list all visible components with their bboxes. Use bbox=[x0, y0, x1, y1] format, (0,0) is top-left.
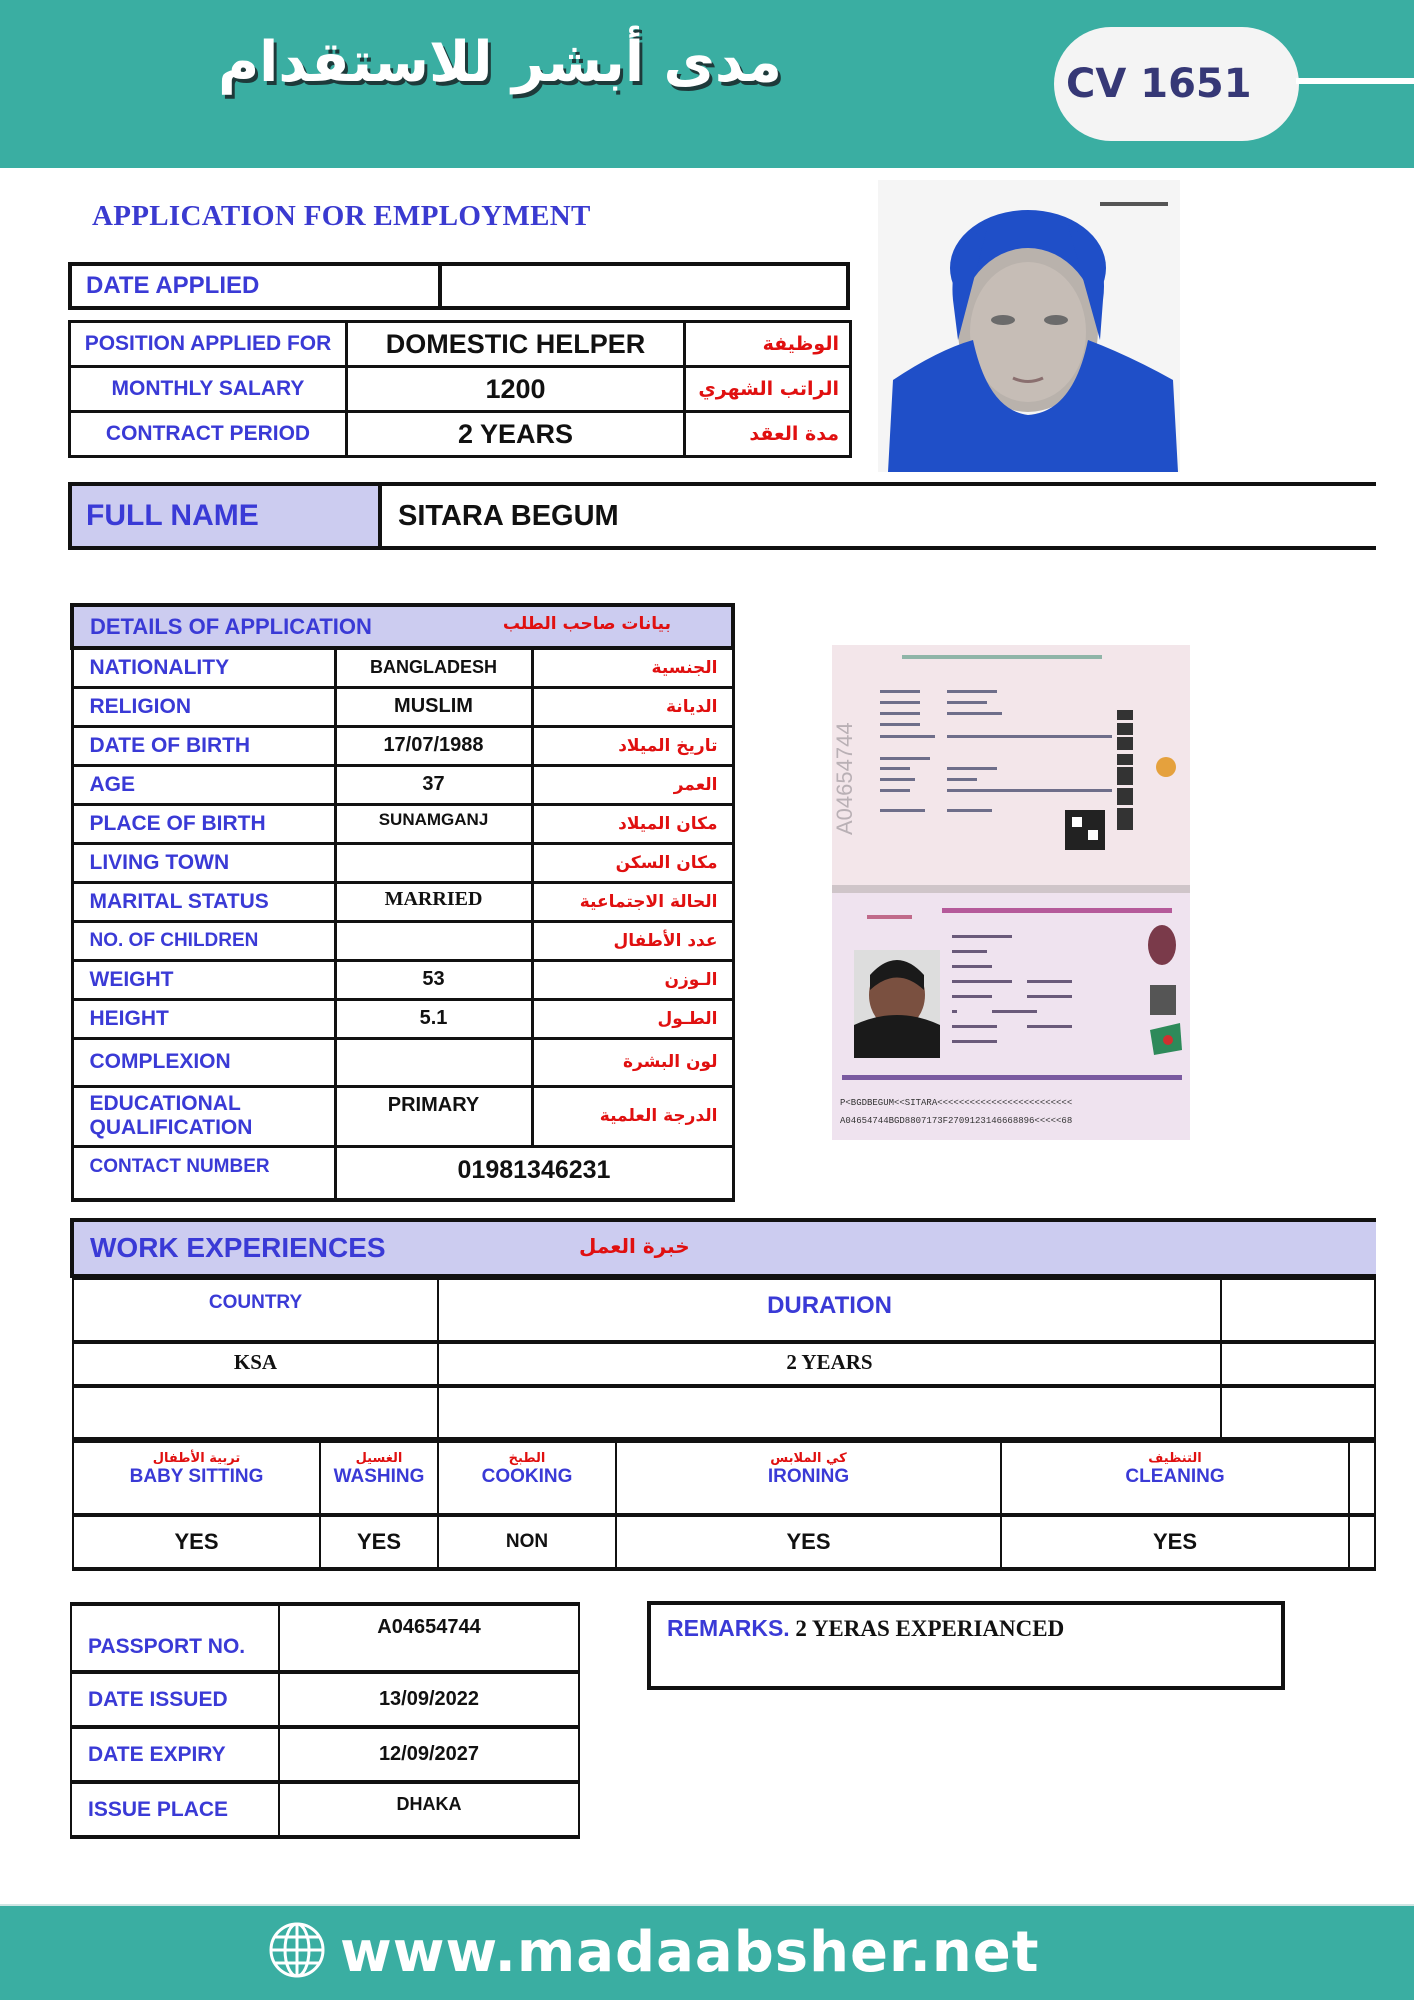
date-expiry-value: 12/09/2027 bbox=[279, 1727, 579, 1782]
work-duration: 2 YEARS bbox=[438, 1342, 1221, 1386]
salary-value: 1200 bbox=[347, 367, 685, 412]
detail-label: EDUCATIONAL QUALIFICATION bbox=[72, 1086, 335, 1146]
detail-label: RELIGION bbox=[72, 687, 335, 726]
position-label-ar: الوظيفة bbox=[685, 322, 851, 367]
detail-label-ar: الطـول bbox=[532, 999, 733, 1038]
work-extra bbox=[1221, 1386, 1375, 1442]
detail-label: MARITAL STATUS bbox=[72, 882, 335, 921]
work-country bbox=[73, 1386, 438, 1442]
full-name-table bbox=[68, 482, 1376, 550]
work-history-row bbox=[73, 1342, 1375, 1386]
work-experience-title-ar: خبرة العمل bbox=[579, 1234, 690, 1258]
detail-label-ar: الـوزن bbox=[532, 960, 733, 999]
detail-value: 53 bbox=[335, 960, 532, 999]
skill-label-ar: الطبخ bbox=[508, 1451, 546, 1466]
skill-label: CLEANING bbox=[1125, 1466, 1225, 1487]
work-duration bbox=[438, 1386, 1221, 1442]
passport-scan bbox=[832, 645, 1190, 1140]
cv-number-badge bbox=[1054, 27, 1299, 141]
cv-number: CV 1651 bbox=[1066, 61, 1252, 107]
skill-cooking-header bbox=[438, 1439, 616, 1515]
work-history-table bbox=[72, 1276, 1376, 1443]
date-issued-value: 13/09/2022 bbox=[279, 1672, 579, 1727]
detail-value: MARRIED bbox=[335, 882, 532, 921]
footer-banner bbox=[0, 1904, 1414, 2000]
work-experience-title: WORK EXPERIENCES bbox=[90, 1232, 386, 1263]
detail-label-ar: مكان الميلاد bbox=[532, 804, 733, 843]
skill-label: BABY SITTING bbox=[129, 1466, 264, 1487]
salary-label: MONTHLY SALARY bbox=[70, 367, 347, 412]
work-extra bbox=[1221, 1342, 1375, 1386]
skills-table bbox=[72, 1437, 1376, 1571]
svg-text:A04654744BGD8807173F2709123146: A04654744BGD8807173F2709123146668896<<<<<68 bbox=[840, 1116, 1073, 1126]
svg-text:A04654744: A04654744 bbox=[832, 722, 857, 835]
date-applied-value bbox=[440, 264, 848, 308]
details-header bbox=[72, 605, 733, 648]
detail-value: 37 bbox=[335, 765, 532, 804]
detail-label-ar: مكان السكن bbox=[532, 843, 733, 882]
full-name-value: SITARA BEGUM bbox=[380, 484, 1376, 548]
details-header-title-ar: بيانات صاحب الطلب bbox=[502, 613, 671, 634]
detail-label: HEIGHT bbox=[72, 999, 335, 1038]
form-title: APPLICATION FOR EMPLOYMENT bbox=[92, 200, 591, 232]
agency-title: مدى أبشر للاستقدام bbox=[218, 30, 782, 95]
detail-row-age bbox=[72, 765, 733, 804]
detail-row-children bbox=[72, 921, 733, 960]
column-header-duration: DURATION bbox=[438, 1278, 1221, 1342]
issue-place-label: ISSUE PLACE bbox=[71, 1782, 279, 1837]
position-value: DOMESTIC HELPER bbox=[347, 322, 685, 367]
details-header-title: DETAILS OF APPLICATION bbox=[90, 613, 372, 639]
detail-label-ar: عدد الأطفال bbox=[532, 921, 733, 960]
remarks-box bbox=[647, 1601, 1285, 1690]
detail-label-ar: الديانة bbox=[532, 687, 733, 726]
applicant-photo bbox=[878, 180, 1180, 472]
detail-row-living-town bbox=[72, 843, 733, 882]
work-history-row bbox=[73, 1386, 1375, 1442]
detail-label-ar: الحالة الاجتماعية bbox=[532, 882, 733, 921]
detail-label-ar: الجنسية bbox=[532, 648, 733, 687]
column-header-extra bbox=[1221, 1278, 1375, 1342]
skill-label-ar: تربية الأطفال bbox=[152, 1451, 241, 1466]
detail-row-complexion bbox=[72, 1038, 733, 1086]
detail-label: COMPLEXION bbox=[72, 1038, 335, 1086]
globe-icon bbox=[268, 1921, 326, 1984]
detail-row-date-of-birth bbox=[72, 726, 733, 765]
detail-value: PRIMARY bbox=[335, 1086, 532, 1146]
skill-washing-value: YES bbox=[320, 1515, 438, 1569]
contract-value: 2 YEARS bbox=[347, 412, 685, 457]
detail-label: CONTACT NUMBER bbox=[72, 1146, 335, 1200]
detail-label: WEIGHT bbox=[72, 960, 335, 999]
detail-label-ar: لون البشرة bbox=[532, 1038, 733, 1086]
detail-row-place-of-birth bbox=[72, 804, 733, 843]
detail-value bbox=[335, 921, 532, 960]
detail-value bbox=[335, 843, 532, 882]
svg-text:P<BGDBEGUM<<SITARA<<<<<<<<<<<<: P<BGDBEGUM<<SITARA<<<<<<<<<<<<<<<<<<<<<<<<< bbox=[840, 1098, 1073, 1108]
detail-row-weight bbox=[72, 960, 733, 999]
skill-label-ar: كي الملابس bbox=[770, 1451, 847, 1466]
detail-label: NO. OF CHILDREN bbox=[72, 921, 335, 960]
skill-label-ar: الغسيل bbox=[355, 1451, 403, 1466]
detail-label-ar: الدرجة العلمية bbox=[532, 1086, 733, 1146]
date-applied-label: DATE APPLIED bbox=[70, 264, 440, 308]
detail-row-education bbox=[72, 1086, 733, 1146]
skill-washing-header bbox=[320, 1439, 438, 1515]
position-table bbox=[68, 320, 852, 458]
detail-value: SUNAMGANJ bbox=[335, 804, 532, 843]
column-header-country: COUNTRY bbox=[73, 1278, 438, 1342]
details-table bbox=[70, 603, 735, 1202]
detail-label: AGE bbox=[72, 765, 335, 804]
remarks-label: REMARKS. bbox=[667, 1615, 790, 1641]
detail-value: 01981346231 bbox=[335, 1146, 733, 1200]
skill-extra-header bbox=[1349, 1439, 1375, 1515]
skill-ironing-header bbox=[616, 1439, 1001, 1515]
detail-row-marital-status bbox=[72, 882, 733, 921]
website-link[interactable]: www.madaabsher.net bbox=[340, 1920, 1040, 1985]
detail-label-ar: العمر bbox=[532, 765, 733, 804]
work-country: KSA bbox=[73, 1342, 438, 1386]
passport-info-table bbox=[70, 1602, 580, 1839]
detail-label: LIVING TOWN bbox=[72, 843, 335, 882]
detail-row-religion bbox=[72, 687, 733, 726]
date-applied-table bbox=[68, 262, 850, 310]
detail-value: 5.1 bbox=[335, 999, 532, 1038]
issue-place-value: DHAKA bbox=[279, 1782, 579, 1837]
salary-label-ar: الراتب الشهري bbox=[685, 367, 851, 412]
detail-label-ar: تاريخ الميلاد bbox=[532, 726, 733, 765]
skill-cooking-value: NON bbox=[438, 1515, 616, 1569]
header-divider-line bbox=[1296, 78, 1414, 84]
position-label: POSITION APPLIED FOR bbox=[70, 322, 347, 367]
skill-baby-sitting-value: YES bbox=[73, 1515, 320, 1569]
skill-label: COOKING bbox=[481, 1466, 573, 1487]
date-issued-label: DATE ISSUED bbox=[71, 1672, 279, 1727]
passport-number-label: PASSPORT NO. bbox=[71, 1604, 279, 1672]
detail-row-height bbox=[72, 999, 733, 1038]
detail-label: NATIONALITY bbox=[72, 648, 335, 687]
contract-label-ar: مدة العقد bbox=[685, 412, 851, 457]
passport-number-value: A04654744 bbox=[279, 1604, 579, 1672]
detail-value: BANGLADESH bbox=[335, 648, 532, 687]
remarks-value: 2 YERAS EXPERIANCED bbox=[789, 1616, 1065, 1641]
skill-label-ar: التنظيف bbox=[1148, 1451, 1202, 1466]
date-expiry-label: DATE EXPIRY bbox=[71, 1727, 279, 1782]
skill-cleaning-value: YES bbox=[1001, 1515, 1349, 1569]
detail-label: DATE OF BIRTH bbox=[72, 726, 335, 765]
detail-row-nationality bbox=[72, 648, 733, 687]
skill-baby-sitting-header bbox=[73, 1439, 320, 1515]
contract-label: CONTRACT PERIOD bbox=[70, 412, 347, 457]
detail-value: 17/07/1988 bbox=[335, 726, 532, 765]
skill-label: IRONING bbox=[767, 1466, 850, 1487]
detail-value bbox=[335, 1038, 532, 1086]
skill-ironing-value: YES bbox=[616, 1515, 1001, 1569]
detail-value: MUSLIM bbox=[335, 687, 532, 726]
detail-row-contact bbox=[72, 1146, 733, 1200]
full-name-label: FULL NAME bbox=[70, 484, 380, 548]
work-experience-header bbox=[70, 1218, 1376, 1278]
skill-label: WASHING bbox=[333, 1466, 425, 1487]
skill-cleaning-header bbox=[1001, 1439, 1349, 1515]
detail-label: PLACE OF BIRTH bbox=[72, 804, 335, 843]
skill-extra-value bbox=[1349, 1515, 1375, 1569]
